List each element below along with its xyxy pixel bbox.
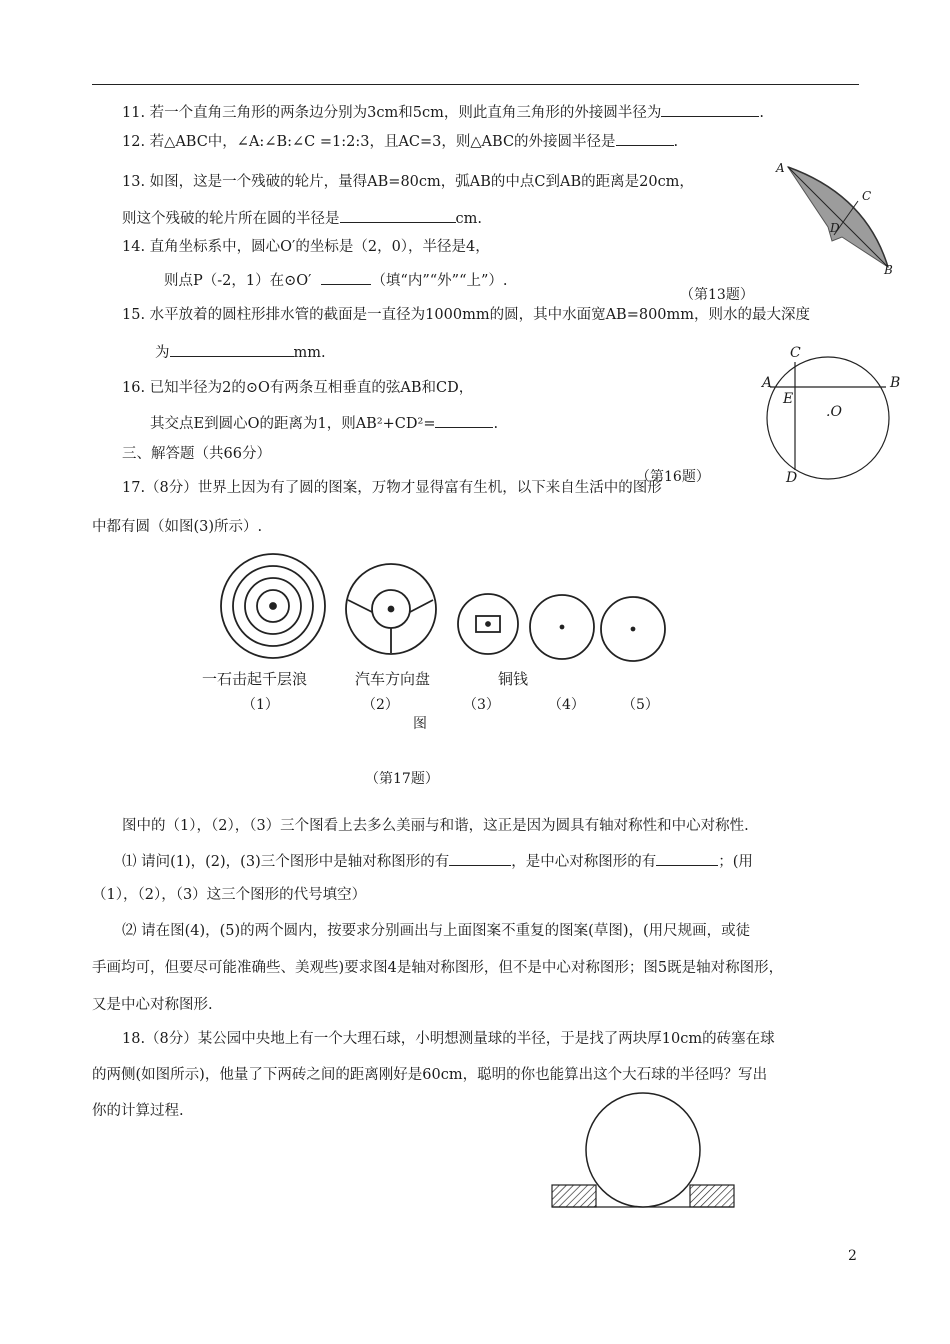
question-14-line2 [164, 270, 508, 291]
label-e: E [783, 391, 794, 407]
figure-17 [214, 552, 674, 680]
ripple-circles [221, 554, 325, 658]
question-18-line2: 的两侧(如图所示)，他量了下两砖之间的距离刚好是60cm，聪明的你也能算出这个大石球的半径吗？写出 [92, 1067, 768, 1083]
page-number: 2 [848, 1248, 857, 1264]
label-b: B [890, 375, 901, 391]
q11-text: 11. 若一个直角三角形的两条边分别为3cm和5cm，则此直角三角形的外接圆半径为 [122, 105, 662, 121]
brick-right [690, 1185, 734, 1207]
caption-num-5: （5） [622, 697, 659, 713]
q13-tail: cm. [455, 211, 482, 227]
caption-num-4: （4） [548, 697, 585, 713]
caption-num-1: （1） [242, 697, 279, 713]
brick-left [552, 1185, 596, 1207]
q14-tail: （填“内”“外”“上”）. [371, 273, 508, 289]
label-c: C [790, 345, 801, 361]
answer-blank[interactable] [321, 270, 371, 285]
figure-17-caption: （第17题） [365, 771, 439, 787]
q17-p2-text-b: ，是中心对称图形的有 [511, 854, 657, 870]
caption-name-2: 汽车方向盘 [355, 670, 431, 688]
q17-p2-text-c: ；(用 [718, 854, 753, 870]
section-3-heading: 三、解答题（共66分） [122, 446, 271, 462]
answer-blank[interactable] [656, 851, 718, 866]
steering-wheel [346, 564, 436, 654]
stray-glyph: 图 [413, 716, 427, 732]
question-17-p3: （1），（2），（3）这三个图形的代号填空） [92, 887, 367, 903]
question-15-line2 [155, 342, 326, 363]
q12-tail: . [673, 134, 679, 150]
question-16-line1: 16. 已知半径为2的⊙O有两条互相垂直的弦AB和CD， [122, 380, 474, 396]
figure-16 [758, 345, 908, 495]
label-b: B [884, 263, 893, 277]
q16-tail: . [493, 416, 499, 432]
question-15-line1: 15. 水平放着的圆柱形排水管的截面是一直径为1000mm的圆，其中水面宽AB=800mm，则水的最大深度 [122, 307, 811, 323]
question-18-line3: 你的计算过程. [92, 1103, 184, 1119]
marble-ball [586, 1093, 700, 1207]
caption-name-3: 铜钱 [498, 670, 529, 688]
q16-text: 其交点E到圆心O的距离为1，则AB²+CD²= [150, 416, 436, 432]
answer-blank[interactable] [661, 102, 759, 117]
label-a: A [762, 375, 773, 391]
copper-coin [458, 594, 518, 654]
question-13-line2 [122, 208, 482, 229]
label-c: C [862, 189, 872, 203]
q13-text: 则这个残破的轮片所在圆的半径是 [122, 211, 340, 227]
question-14-line1: 14. 直角坐标系中，圆心O′的坐标是（2，0），半径是4， [122, 239, 490, 255]
caption-num-3: （3） [463, 697, 500, 713]
figure-18 [548, 1090, 743, 1215]
figure-13 [770, 155, 910, 285]
caption-num-2: （2） [362, 697, 399, 713]
figure-16-caption: （第16题） [636, 469, 710, 485]
q17-p2-text-a: ⑴ 请问(1)，(2)，(3)三个图形中是轴对称图形的有 [122, 854, 450, 870]
answer-blank[interactable] [435, 413, 493, 428]
chord-ab [788, 167, 888, 267]
question-11 [122, 102, 764, 123]
q15-tail: mm. [293, 345, 326, 361]
answer-blank[interactable] [170, 342, 294, 357]
blank-circle-4 [530, 595, 594, 659]
question-12 [122, 131, 678, 152]
question-17-line1: 17.（8分）世界上因为有了圆的图案，万物才显得富有生机，以下来自生活中的图形 [122, 480, 662, 496]
question-17-p1: 图中的（1），（2），（3）三个图看上去多么美丽与和谐，这正是因为圆具有轴对称性和中心对称性. [122, 818, 749, 834]
question-16-line2 [150, 413, 498, 434]
question-13-line1: 13. 如图，这是一个残破的轮片，量得AB=80cm，弧AB的中点C到AB的距离是20cm， [122, 174, 694, 190]
label-d: D [786, 470, 798, 486]
question-17-line2: 中都有圆（如图(3)所示）. [92, 519, 263, 535]
header-rule [92, 84, 859, 85]
label-a: A [776, 161, 785, 175]
q14-text: 则点P（-2，1）在⊙O′ [164, 273, 312, 289]
q15-text: 为 [155, 345, 170, 361]
question-17-p6: 又是中心对称图形. [92, 997, 213, 1013]
blank-circle-5 [601, 597, 665, 661]
question-18-line1: 18.（8分）某公园中央地上有一个大理石球，小明想测量球的半径，于是找了两块厚10cm的砖塞在球 [122, 1031, 775, 1047]
answer-blank[interactable] [340, 208, 456, 223]
label-o: .O [826, 404, 842, 420]
question-17-p5: 手画均可，但要尽可能准确些、美观些)要求图4是轴对称图形，但不是中心对称图形；图5既是轴对称图形， [92, 960, 784, 976]
answer-blank[interactable] [616, 131, 674, 146]
label-d: D [830, 221, 840, 235]
caption-name-1: 一石击起千层浪 [202, 670, 308, 688]
question-17-p2 [122, 851, 753, 872]
figure-13-caption: （第13题） [680, 287, 754, 303]
q11-tail: . [759, 105, 764, 121]
answer-blank[interactable] [449, 851, 511, 866]
q12-text: 12. 若△ABC中，∠A:∠B:∠C =1:2:3，且AC=3，则△ABC的外接圆半径是 [122, 134, 616, 150]
question-17-p4: ⑵ 请在图(4)，(5)的两个圆内，按要求分别画出与上面图案不重复的图案(草图)，(用尺规画，或徒 [122, 923, 751, 939]
